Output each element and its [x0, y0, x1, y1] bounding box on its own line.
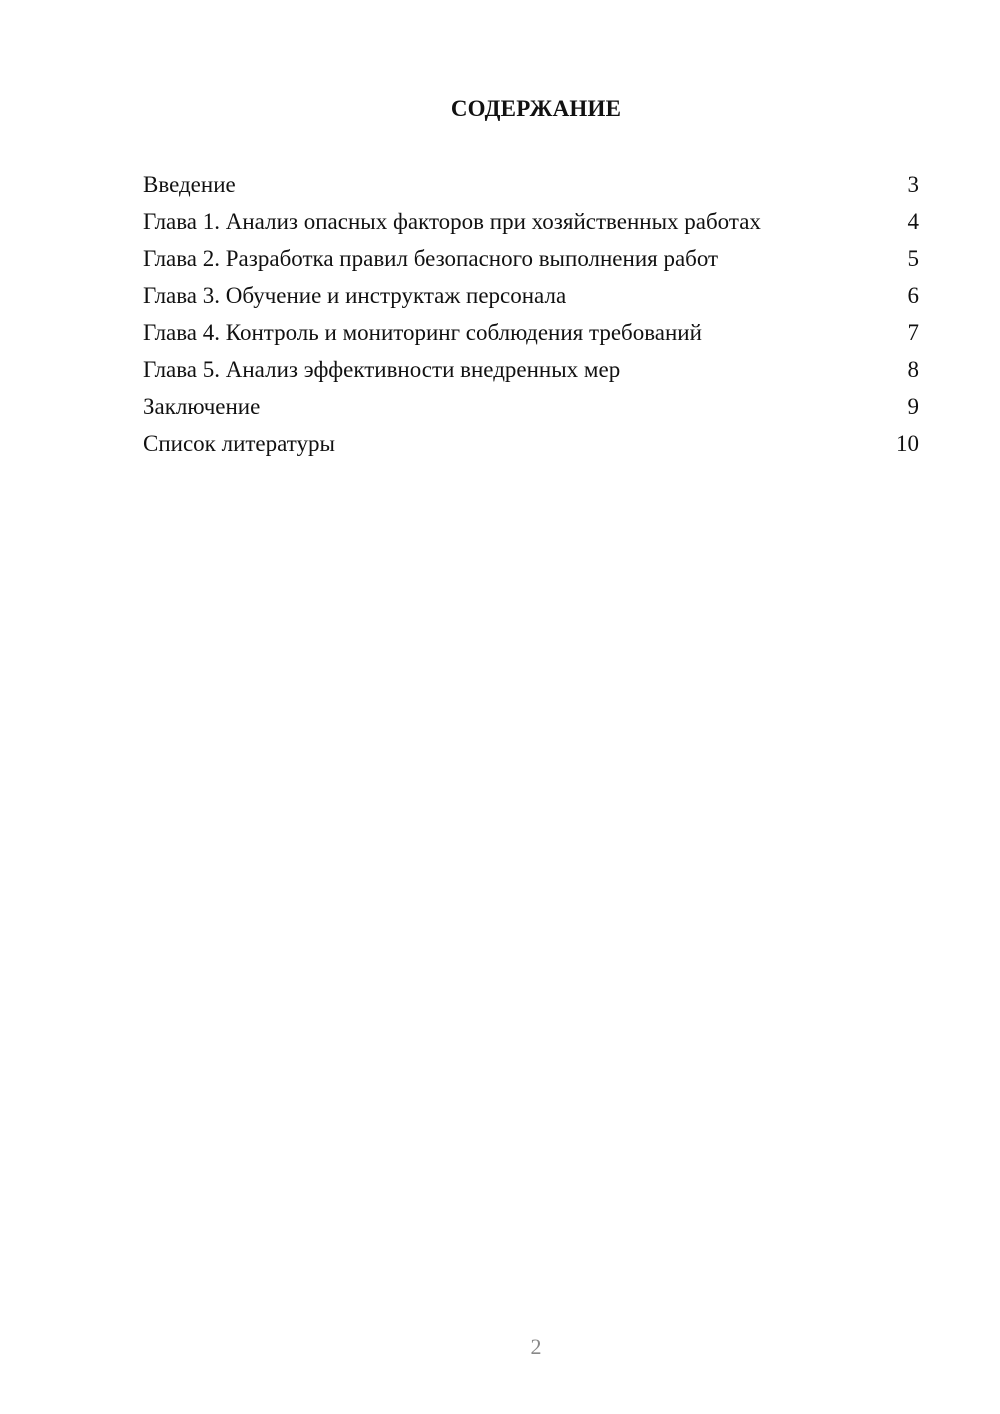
toc-entry-label: Глава 1. Анализ опасных факторов при хозяйственных работах — [143, 209, 761, 234]
toc-entry-page-number: 8 — [907, 357, 919, 382]
toc-entry-page-number: 9 — [907, 394, 919, 419]
toc-entry-conclusion[interactable] — [143, 392, 919, 429]
toc-entry-page-number: 5 — [907, 246, 919, 271]
toc-entry-label: Глава 3. Обучение и инструктаж персонала — [143, 283, 567, 308]
toc-title: СОДЕРЖАНИЕ — [450, 96, 622, 121]
toc-entry-label: Глава 5. Анализ эффективности внедренных мер — [143, 357, 621, 382]
toc-entry-page-number: 6 — [907, 283, 919, 308]
toc-entry-introduction[interactable] — [143, 170, 919, 207]
toc-entry-chapter-5[interactable] — [143, 355, 919, 392]
toc-entry-bibliography[interactable] — [143, 429, 919, 466]
toc-entry-chapter-1[interactable] — [143, 207, 919, 244]
toc-entry-page-number: 10 — [896, 431, 919, 456]
toc-entry-label: Список литературы — [143, 431, 335, 456]
toc-entry-chapter-4[interactable] — [143, 318, 919, 355]
toc-entry-page-number: 3 — [907, 172, 919, 197]
toc-entry-label: Введение — [143, 172, 236, 197]
toc-entry-label: Глава 4. Контроль и мониторинг соблюдения требований — [143, 320, 702, 345]
toc-entry-label: Глава 2. Разработка правил безопасного выполнения работ — [143, 246, 719, 271]
toc-entry-page-number: 4 — [907, 209, 919, 234]
toc-entry-chapter-3[interactable] — [143, 281, 919, 318]
page-number: 2 — [530, 1334, 542, 1359]
table-of-contents — [143, 170, 919, 466]
toc-entry-label: Заключение — [143, 394, 261, 419]
toc-entry-chapter-2[interactable] — [143, 244, 919, 281]
toc-entry-page-number: 7 — [907, 320, 919, 345]
